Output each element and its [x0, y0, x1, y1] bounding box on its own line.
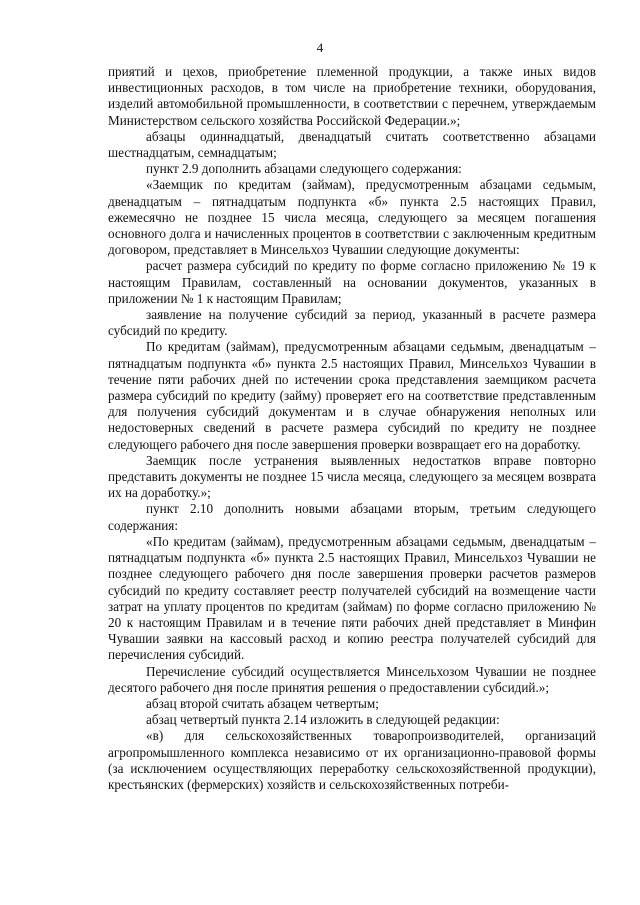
paragraph: «По кредитам (займам), предусмотренным абзацами седьмым, двенадцатым – пятнадцатым подпункта «б» пункта 2.5 настоящих Правил, Минсельхоз Чувашии не позднее следующего рабочего дня после завершения проверки расчетов размеров субсидий по кредиту составляет реестр получателей субсидий на возмещение части затрат на уплату процентов по кредитам (займам) по форме согласно приложению № 20 к настоящим Правилам и в течение пяти рабочих дней представляет в Минфин Чувашии заявки на кассовый расход и копию реестра получателей субсидий для перечисления субсидий.	[108, 533, 596, 663]
paragraph: абзац четвертый пункта 2.14 изложить в следующей редакции:	[146, 712, 500, 728]
paragraph: «Заемщик по кредитам (займам), предусмотренным абзацами седьмым, двенадцатым – пятнадцатым подпункта «б» пункта 2.5 настоящих Правил, ежемесячно не позднее 15 числа месяца, следующего за месяцем погашения основного долга и начисленных процентов в соответствии с заключенным кредитным договором, представляет в Минсельхоз Чувашии следующие документы:	[108, 177, 596, 258]
paragraph: пункт 2.10 дополнить новыми абзацами вторым, третьим следующего содержания:	[108, 501, 596, 533]
paragraph: абзацы одиннадцатый, двенадцатый считать соответственно абзацами шестнадцатым, семнадцатым;	[108, 128, 596, 161]
paragraph: заявление на получение субсидий за период, указанный в расчете размера субсидий по кредиту.	[108, 307, 596, 339]
document-body	[108, 64, 596, 793]
paragraph: расчет размера субсидий по кредиту по форме согласно приложению № 19 к настоящим Правилам, составленный на основании документов, указанных в приложении № 1 к настоящим Правилам;	[108, 258, 596, 306]
page-number: 4	[316, 40, 324, 55]
paragraph: По кредитам (займам), предусмотренным абзацами седьмым, двенадцатым – пятнадцатым подпункта «б» пункта 2.5 настоящих Правил, Минсельхоз Чувашии в течение пяти рабочих дней по истечении срока представления заемщиком расчета размера субсидий по кредиту (займу) проверяет его на соответствие представленным для получения субсидий документам и в случае обнаружения неполных или недостоверных сведений в расчете размера субсидий по кредиту не позднее следующего рабочего дня после завершения проверки возвращает его на доработку.	[108, 339, 596, 452]
paragraph: «в) для сельскохозяйственных товаропроизводителей, организаций агропромышленного комплекса независимо от их организационно-правовой формы (за исключением осуществляющих переработку сельскохозяйственной продукции), крестьянских (фермерских) хозяйств и сельскохозяйственных потреби-	[108, 728, 596, 792]
paragraph: абзац второй считать абзацем четвертым;	[146, 695, 379, 711]
paragraph: Заемщик после устранения выявленных недостатков вправе повторно представить документы не позднее 15 числа месяца, следующего за месяцем возврата их на доработку.»;	[108, 452, 596, 501]
paragraph: Перечисление субсидий осуществляется Минсельхозом Чувашии не позднее десятого рабочего дня после принятия решения о предоставлении субсидий.»;	[108, 663, 596, 695]
paragraph: приятий и цехов, приобретение племенной продукции, а также иных видов инвестиционных расходов, в том числе на приобретение техники, оборудования, изделий автомобильной промышленности, в соответствии с перечнем, утверждаемым Министерством сельского хозяйства Российской Федерации.»;	[108, 64, 596, 128]
paragraph: пункт 2.9 дополнить абзацами следующего содержания:	[146, 161, 462, 177]
